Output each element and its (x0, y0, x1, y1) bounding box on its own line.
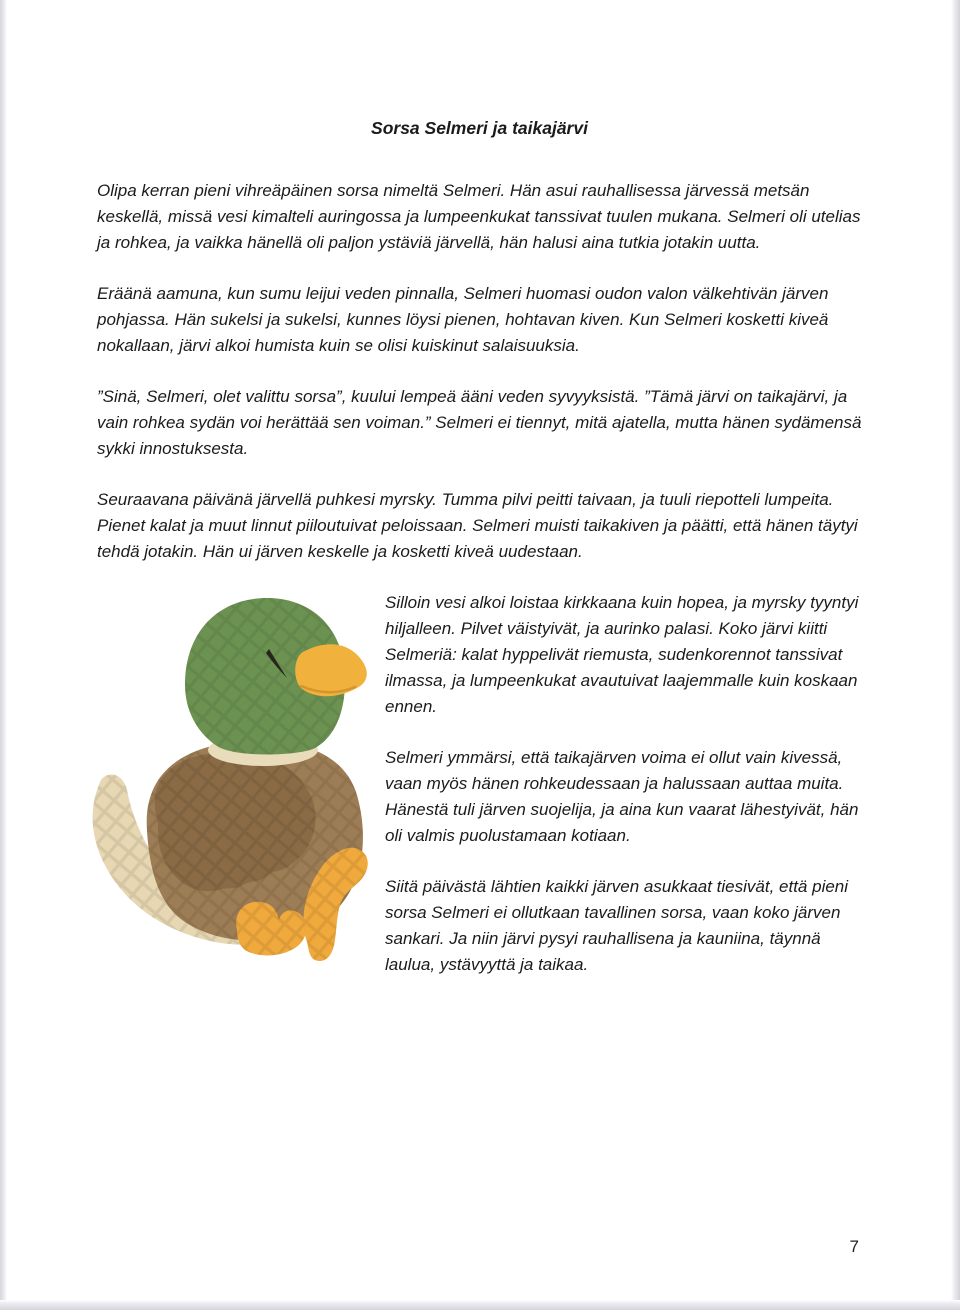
crocheted-duck-image (85, 590, 385, 982)
story-paragraph-3: ”Sinä, Selmeri, olet valittu sorsa”, kuului lempeä ääni veden syvyyksistä. ”Tämä järvi on taikajärvi, ja vain rohkea sydän voi herättää sen voiman.” Selmeri ei tiennyt, mitä ajatella, mutta hänen sydämensä sykki innostuksesta. (97, 387, 862, 458)
story-paragraph-4: Seuraavana päivänä järvellä puhkesi myrsky. Tumma pilvi peitti taivaan, ja tuuli riepotteli lumpeita. Pienet kalat ja muut linnut piiloutuivat peloissaan. Selmeri muisti taikakiven ja päätti, että hänen täytyi tehdä jotakin. Hän ui järven keskelle ja kosketti kiveä uudestaan. (97, 490, 858, 561)
story-paragraph-6: Selmeri ymmärsi, että taikajärven voima ei ollut vain kivessä, vaan myös hänen rohkeudessaan ja halussaan auttaa muita. Hänestä tuli järven suojelija, ja aina kun vaarat lähestyivät, hän oli valmis puolustamaan kotiaan. (385, 748, 859, 845)
story-paragraph-7: Siitä päivästä lähtien kaikki järven asukkaat tiesivät, että pieni sorsa Selmeri ei ollutkaan tavallinen sorsa, vaan koko järven sankari. Ja niin järvi pysyi rauhallisena ja kauniina, täynnä laulua, ystävyyttä ja taikaa. (385, 877, 849, 974)
story-paragraph-1: Olipa kerran pieni vihreäpäinen sorsa nimeltä Selmeri. Hän asui rauhallisessa järvessä metsän keskellä, missä vesi kimalteli auringossa ja lumpeenkukat tanssivat tuulen mukana. Selmeri oli utelias ja rohkea, ja vaikka hänellä oli paljon ystäviä järvellä, hän halusi aina tutkia jotakin uutta. (97, 181, 861, 252)
page-edge-left (0, 0, 7, 1310)
page-edge-bottom (0, 1300, 960, 1310)
story-paragraph-5: Silloin vesi alkoi loistaa kirkkaana kuin hopea, ja myrsky tyyntyi hiljalleen. Pilvet väistyivät, ja aurinko palasi. Koko järvi kiitti Selmeriä: kalat hyppelivät riemusta, sudenkorennot tanssivat ilmassa, ja lumpeenkukat avautuivat laajemmalle kuin koskaan ennen. (385, 593, 859, 716)
page-number: 7 (849, 1237, 859, 1256)
duck-illustration (97, 590, 385, 982)
story-paragraph-2: Eräänä aamuna, kun sumu leijui veden pinnalla, Selmeri huomasi oudon valon välkehtivän järven pohjassa. Hän sukelsi ja sukelsi, kunnes löysi pienen, hohtavan kiven. Kun Selmeri kosketti kiveä nokallaan, järvi alkoi humista kuin se olisi kuiskinut salaisuuksia. (97, 284, 829, 355)
page-edge-right (951, 0, 960, 1310)
story-title: Sorsa Selmeri ja taikajärvi (371, 118, 588, 138)
story-content (97, 0, 862, 1003)
